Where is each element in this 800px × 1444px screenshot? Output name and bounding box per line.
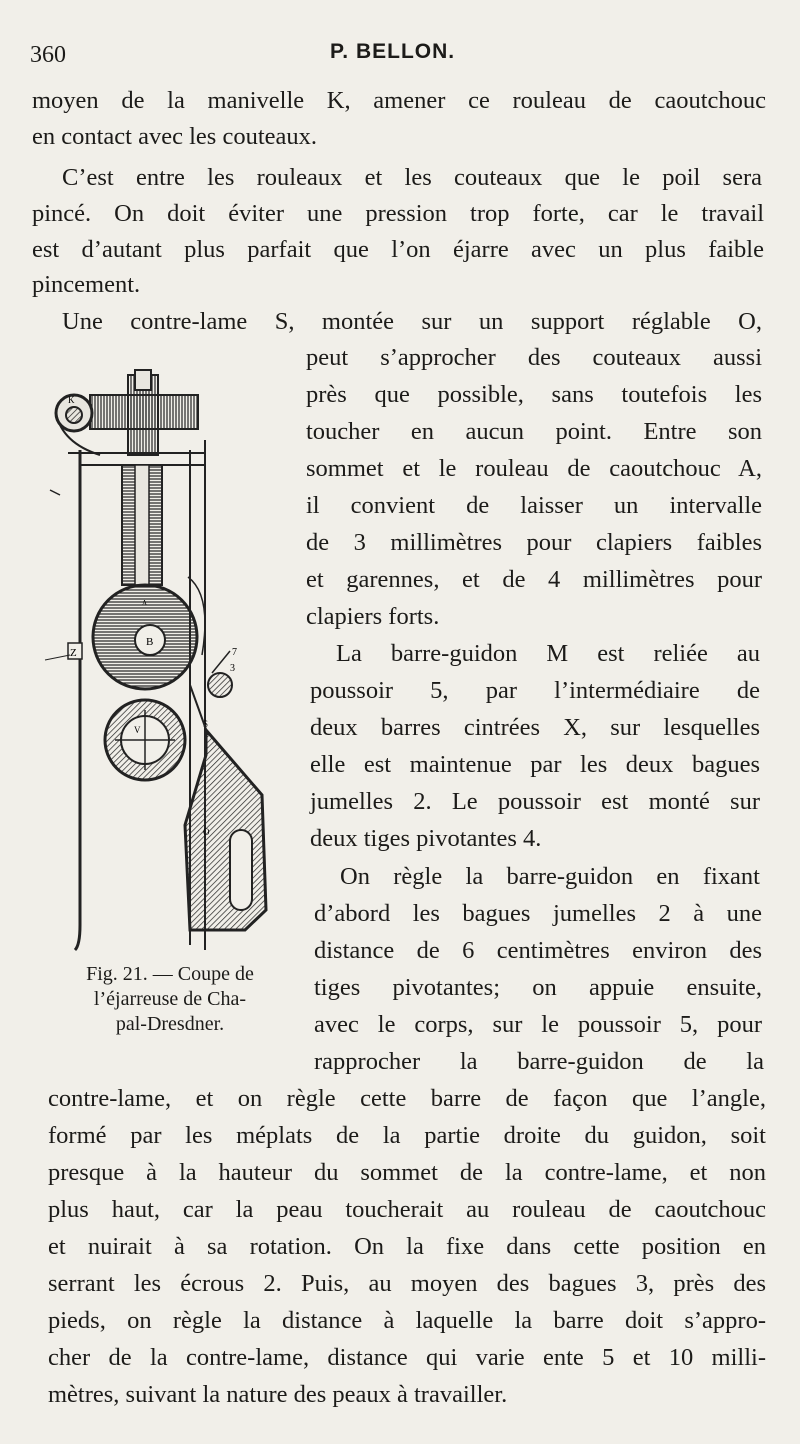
caption-line: Fig. 21. — Coupe de (86, 963, 254, 985)
text-line: près que possible, sans toutefois les (306, 381, 762, 408)
text-line: serrant les écrous 2. Puis, au moyen des bagues 3, près des (48, 1270, 766, 1297)
text-line: en contact avec les couteaux. (32, 123, 318, 150)
text-line: pincement. (32, 271, 141, 298)
text-line: rapprocher la barre-guidon de la (314, 1048, 764, 1075)
text-line: La barre-guidon M est reliée au (336, 640, 760, 667)
label-k: K (68, 395, 75, 405)
text-line: presque à la hauteur du sommet de la contre-lame, et non (48, 1159, 766, 1186)
text-line: sommet et le rouleau de caoutchouc A, (306, 455, 762, 482)
label-o: O (203, 827, 210, 837)
text-line: pincé. On doit éviter une pression trop forte, car le travail (32, 200, 764, 227)
text-line: est d’autant plus parfait que l’on éjarre avec un plus faible (32, 236, 764, 263)
text-line: et garennes, et de 4 millimètres pour (306, 566, 762, 593)
text-line: de 3 millimètres pour clapiers faibles (306, 529, 762, 556)
caption-line: pal-Dresdner. (115, 1013, 225, 1035)
text-line: pieds, on règle la distance à laquelle la barre doit s’appro- (48, 1307, 766, 1334)
figure-caption (46, 962, 294, 1037)
text-line: avec le corps, sur le poussoir 5, pour (314, 1011, 762, 1038)
frame-outline (75, 450, 80, 950)
label-v: V (134, 725, 141, 735)
label-3: 3 (230, 663, 235, 674)
adjustable-support-o (185, 730, 266, 930)
text-line: contre-lame, et on règle cette barre de façon que l’angle, (48, 1085, 766, 1112)
text-line: deux barres cintrées X, sur lesquelles (310, 714, 760, 741)
text-line: plus haut, car la peau toucherait au rouleau de caoutchouc (48, 1196, 766, 1223)
label-s: S (203, 719, 209, 729)
text-line: toucher en aucun point. Entre son (306, 418, 762, 445)
text-line: jumelles 2. Le poussoir est monté sur (310, 788, 760, 815)
text-line: il convient de laisser un intervalle (306, 492, 762, 519)
page-number: 360 (30, 42, 66, 68)
text-line: distance de 6 centimètres environ des (314, 937, 762, 964)
machine-illustration (40, 355, 290, 955)
label-z: Z (70, 647, 77, 659)
text-line: peut s’approcher des couteaux aussi (306, 344, 762, 371)
text-line: Une contre-lame S, montée sur un support réglable O, (62, 308, 762, 335)
text-line: mètres, suivant la nature des peaux à travailler. (48, 1381, 508, 1408)
text-line: poussoir 5, par l’intermédiaire de (310, 677, 760, 704)
text-line: moyen de la manivelle K, amener ce rouleau de caoutchouc (32, 87, 766, 114)
text-line: et nuirait à sa rotation. On la fixe dans cette position en (48, 1233, 766, 1260)
text-line: d’abord les bagues jumelles 2 à une (314, 900, 762, 927)
label-b: B (146, 636, 154, 648)
label-7: 7 (232, 647, 237, 658)
text-line: cher de la contre-lame, distance qui varie ente 5 et 10 milli- (48, 1344, 766, 1371)
label-a: A (142, 599, 148, 607)
machine-cross-section-drawing (40, 355, 290, 955)
text-line: clapiers forts. (306, 603, 440, 630)
text-line: elle est maintenue par les deux bagues (310, 751, 760, 778)
text-line: On règle la barre-guidon en fixant (340, 863, 760, 890)
running-head: P. BELLON. (330, 40, 456, 63)
caption-line: l’éjarreuse de Cha- (93, 988, 247, 1010)
text-line: C’est entre les rouleaux et les couteaux que le poil sera (62, 164, 762, 191)
text-line: formé par les méplats de la partie droite du guidon, soit (48, 1122, 766, 1149)
text-line: tiges pivotantes; on appuie ensuite, (314, 974, 762, 1001)
text-line: deux tiges pivotantes 4. (310, 825, 542, 852)
